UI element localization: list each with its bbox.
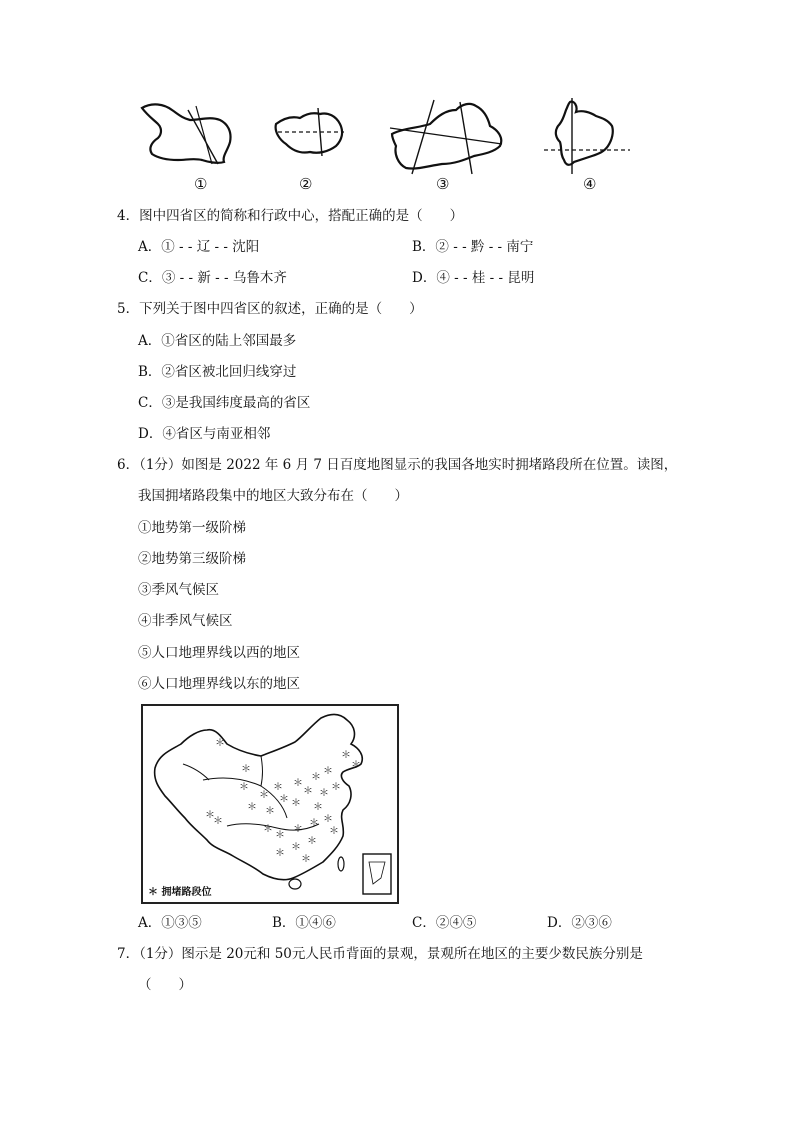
svg-text:＊: ＊ [293,824,303,835]
svg-text:＊: ＊ [275,830,285,841]
question-5-option-d[interactable]: D．④省区与南亚相邻 [138,426,271,442]
province-outline-4 [542,96,634,176]
svg-text:＊: ＊ [291,842,301,853]
question-6-option-b[interactable]: B．①④⑥ [272,915,336,931]
question-5-option-b[interactable]: B．②省区被北回归线穿过 [138,364,297,380]
figure-label-1: ① [194,175,208,193]
svg-text:＊: ＊ [307,836,317,847]
svg-text:＊: ＊ [301,854,311,865]
svg-text:＊: ＊ [291,798,301,809]
svg-text:＊: ＊ [263,824,273,835]
province-outline-2 [270,106,350,158]
svg-text:＊: ＊ [213,816,223,827]
figure-label-2: ② [299,175,313,193]
question-6-stem-line-2: 我国拥堵路段集中的地区大致分布在（ ） [138,488,408,504]
question-6-option-d[interactable]: D．②③⑥ [547,915,612,931]
question-4-option-b[interactable]: B．② - - 黔 - - 南宁 [412,239,534,255]
svg-text:＊: ＊ [273,782,283,793]
question-6-option-a[interactable]: A．①③⑤ [138,915,202,931]
svg-text:＊: ＊ [205,810,215,821]
question-4-option-c[interactable]: C．③ - - 新 - - 乌鲁木齐 [138,270,287,286]
svg-text:＊: ＊ [265,806,275,817]
svg-text:＊: ＊ [323,814,333,825]
svg-text:＊: ＊ [275,848,285,859]
question-6-item-3: ③季风气候区 [138,582,219,598]
question-4-option-d[interactable]: D．④ - - 桂 - - 昆明 [412,270,535,286]
svg-text:＊: ＊ [311,772,321,783]
svg-text:＊: ＊ [331,782,341,793]
svg-text:＊: ＊ [341,750,351,761]
svg-text:＊: ＊ [313,802,323,813]
svg-text:＊: ＊ [279,794,289,805]
svg-text:＊: ＊ [241,764,251,775]
svg-text:＊: ＊ [247,802,257,813]
question-4-option-a[interactable]: A．① - - 辽 - - 沈阳 [138,239,260,255]
svg-text:＊: ＊ [323,766,333,777]
province-outline-1 [138,100,238,168]
question-6-item-4: ④非季风气候区 [138,613,233,629]
question-6-option-c[interactable]: C．②④⑤ [412,915,477,931]
question-5-stem: 5．下列关于图中四省区的叙述，正确的是（ ） [117,301,423,317]
question-5-option-a[interactable]: A．①省区的陆上邻国最多 [138,333,297,349]
china-outline [143,706,397,902]
figure-label-3: ③ [436,175,450,193]
question-6-item-2: ②地势第三级阶梯 [138,551,246,567]
svg-text:＊: ＊ [259,790,269,801]
map-legend: ＊ 拥堵路段位 [148,887,212,898]
question-6-item-1: ①地势第一级阶梯 [138,520,246,536]
question-4-stem: 4．图中四省区的简称和行政中心，搭配正确的是（ ） [117,208,464,224]
svg-text:＊: ＊ [215,738,225,749]
svg-text:＊: ＊ [239,782,249,793]
province-outline-3 [388,98,508,178]
question-7-stem-line-2: （ ） [138,977,192,993]
question-6-item-5: ⑤人口地理界线以西的地区 [138,645,300,661]
question-7-stem-line-1: 7．（1分）图示是 20元和 50元人民币背面的景观，景观所在地区的主要少数民族分别是 [117,946,643,962]
question-6-item-6: ⑥人口地理界线以东的地区 [138,676,300,692]
question-5-option-c[interactable]: C．③是我国纬度最高的省区 [138,395,311,411]
svg-text:＊: ＊ [351,760,361,771]
svg-text:＊: ＊ [319,788,329,799]
china-congestion-map [141,704,399,904]
svg-text:＊: ＊ [329,826,339,837]
question-6-stem-line-1: 6．（1分）如图是 2022 年 6 月 7 日百度地图显示的我国各地实时拥堵路段所在位置。读图， [117,457,678,473]
figure-label-4: ④ [583,175,597,193]
svg-text:＊: ＊ [293,778,303,789]
svg-text:＊: ＊ [309,818,319,829]
svg-text:＊: ＊ [303,786,313,797]
